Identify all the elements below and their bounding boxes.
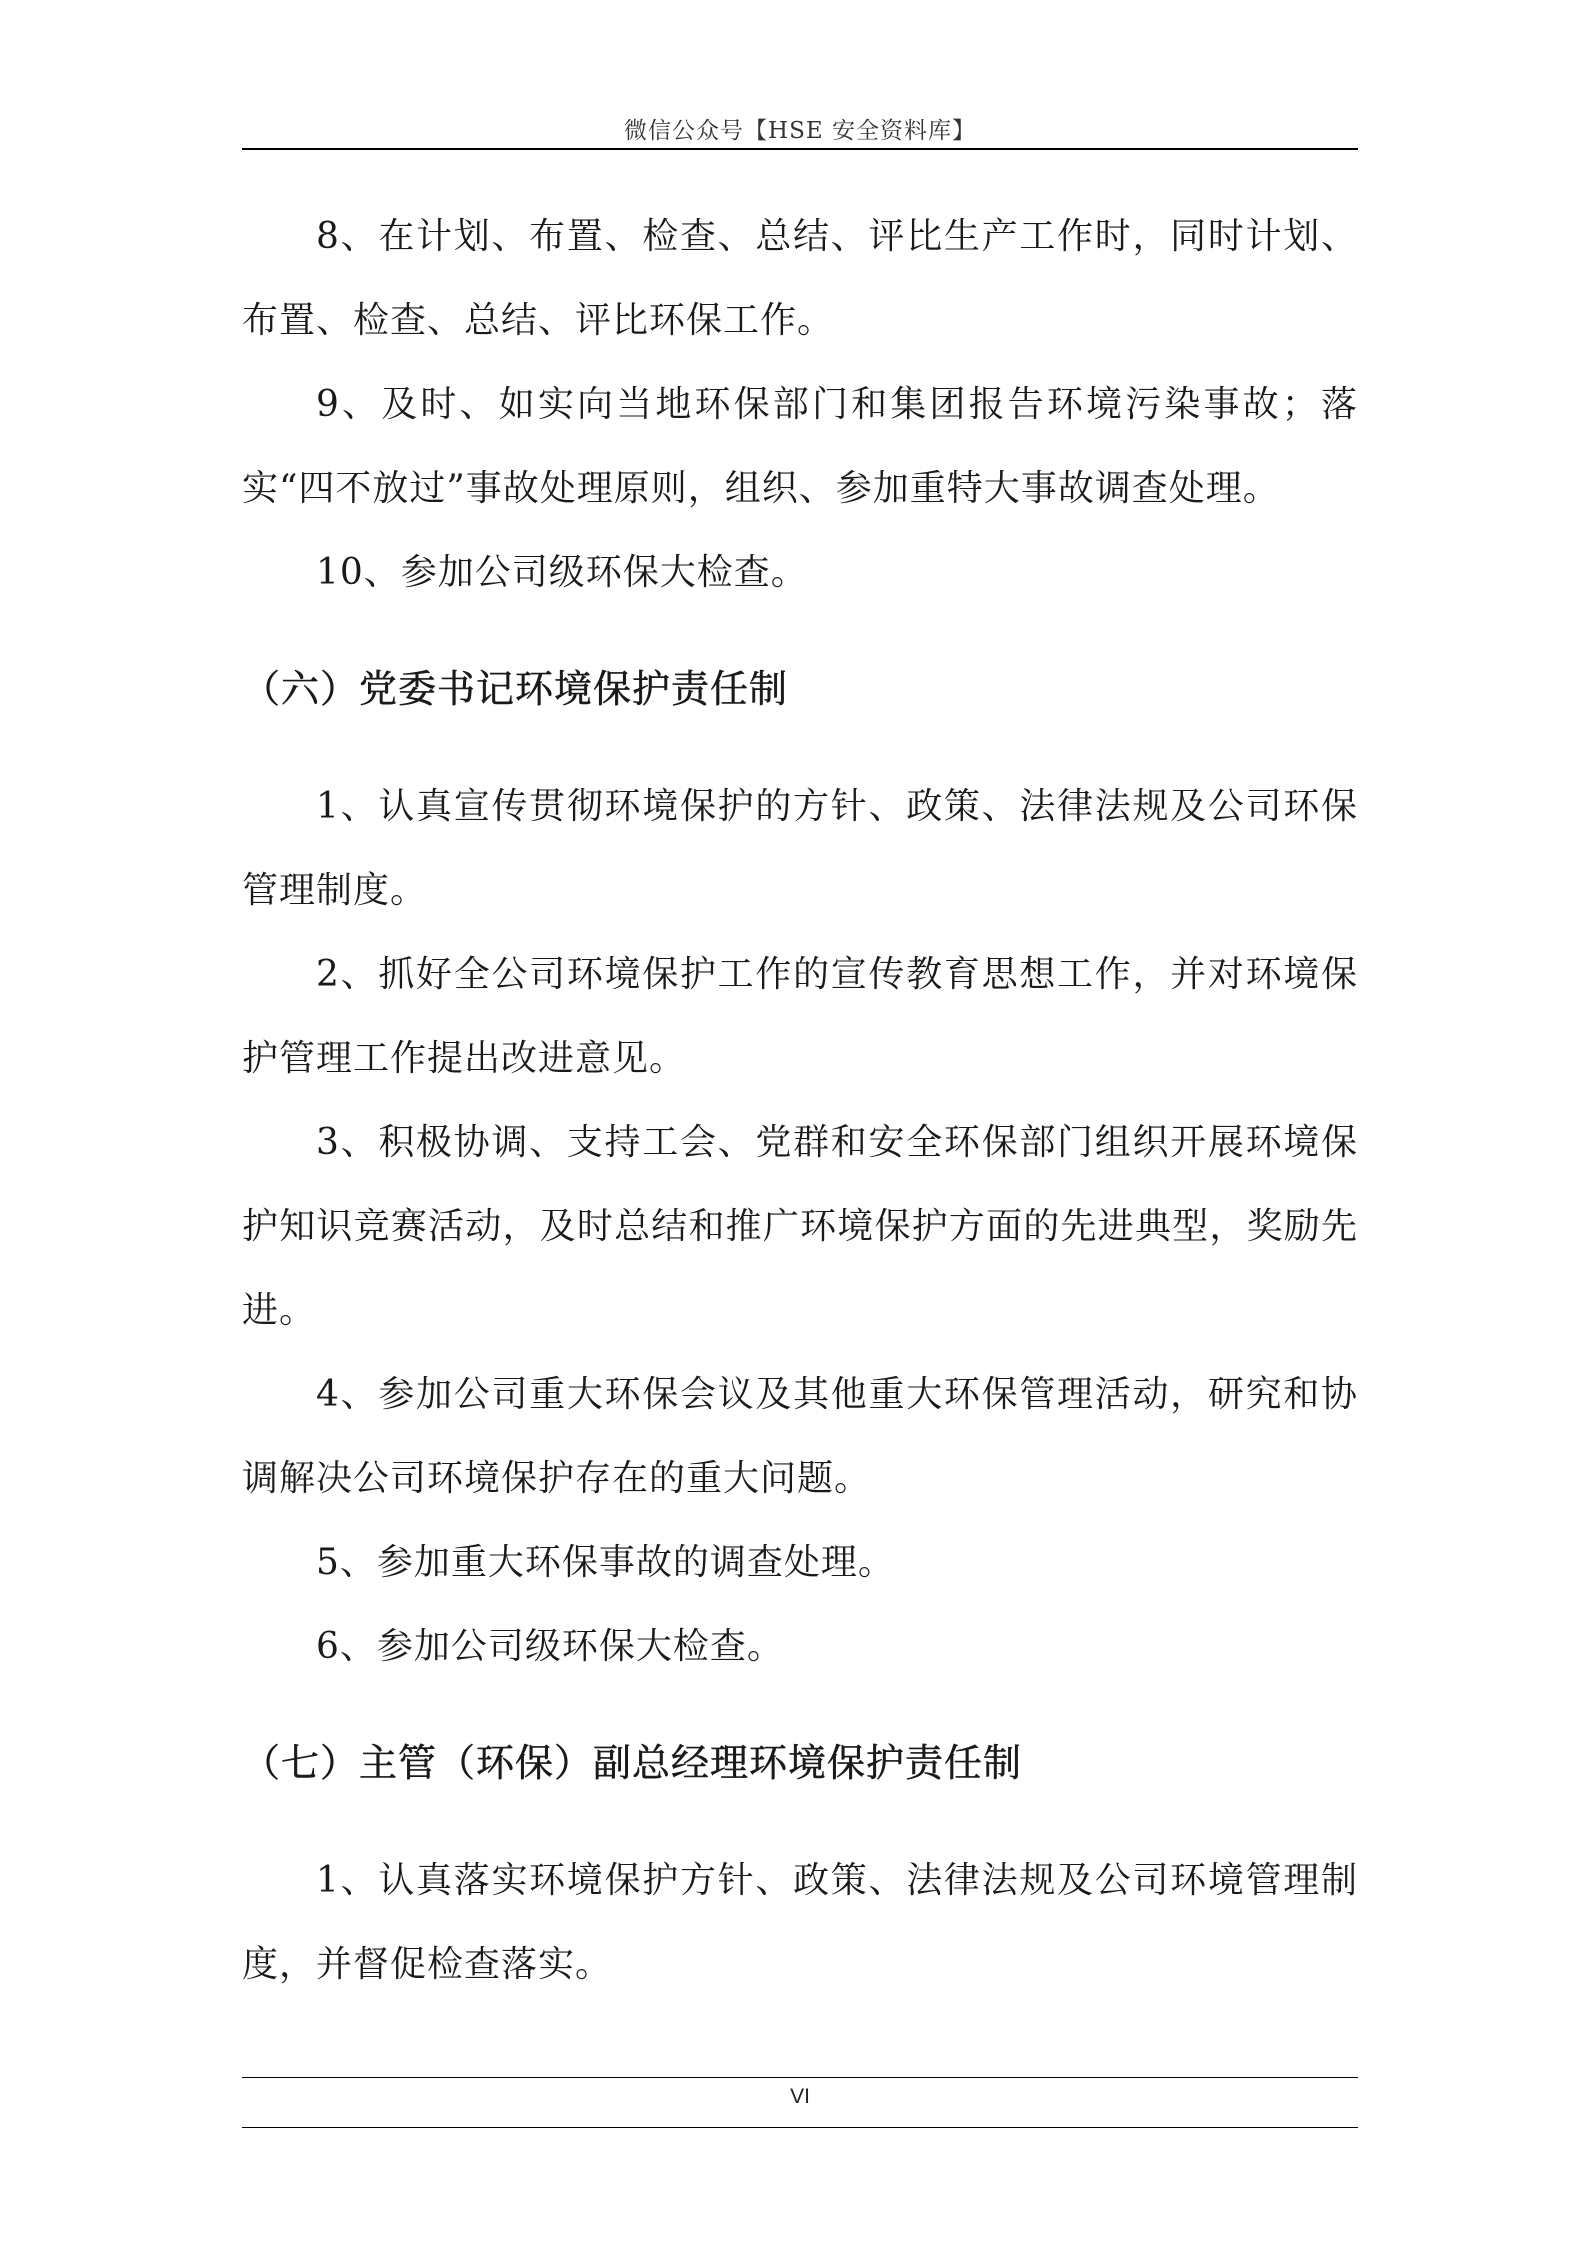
footer-rule-bottom — [242, 2127, 1358, 2128]
section-six-title: （六）党委书记环境保护责任制 — [242, 667, 789, 711]
page-header: 微信公众号【HSE 安全资料库】 — [624, 118, 976, 144]
paragraph-prev-9: 9、及时、如实向当地环保部门和集团报告环境污染事故；落实“四不放过”事故处理原则，组织、参加重特大事故调查处理。 — [242, 384, 1358, 509]
paragraph-prev-8: 8、在计划、布置、检查、总结、评比生产工作时，同时计划、布置、检查、总结、评比环保工作。 — [242, 216, 1358, 341]
paragraph-six-6: 6、参加公司级环保大检查。 — [316, 1626, 784, 1667]
paragraph-prev-10: 10、参加公司级环保大检查。 — [316, 552, 808, 593]
page-number: VI — [790, 2085, 810, 2108]
header-rule — [242, 148, 1358, 150]
document-body — [242, 195, 1358, 2007]
paragraph-six-1: 1、认真宣传贯彻环境保护的方针、政策、法律法规及公司环保管理制度。 — [242, 786, 1358, 911]
paragraph-six-3: 3、积极协调、支持工会、党群和安全环保部门组织开展环境保护知识竞赛活动，及时总结和推广环境保护方面的先进典型，奖励先进。 — [242, 1122, 1358, 1331]
footer-rule-top — [242, 2077, 1358, 2078]
paragraph-six-4: 4、参加公司重大环保会议及其他重大环保管理活动，研究和协调解决公司环境保护存在的重大问题。 — [242, 1374, 1358, 1499]
paragraph-six-5: 5、参加重大环保事故的调查处理。 — [316, 1542, 895, 1583]
paragraph-six-2: 2、抓好全公司环境保护工作的宣传教育思想工作，并对环境保护管理工作提出改进意见。 — [242, 954, 1358, 1079]
paragraph-seven-1: 1、认真落实环境保护方针、政策、法律法规及公司环境管理制度，并督促检查落实。 — [242, 1860, 1358, 1985]
section-seven-title: （七）主管（环保）副总经理环境保护责任制 — [242, 1741, 1023, 1785]
